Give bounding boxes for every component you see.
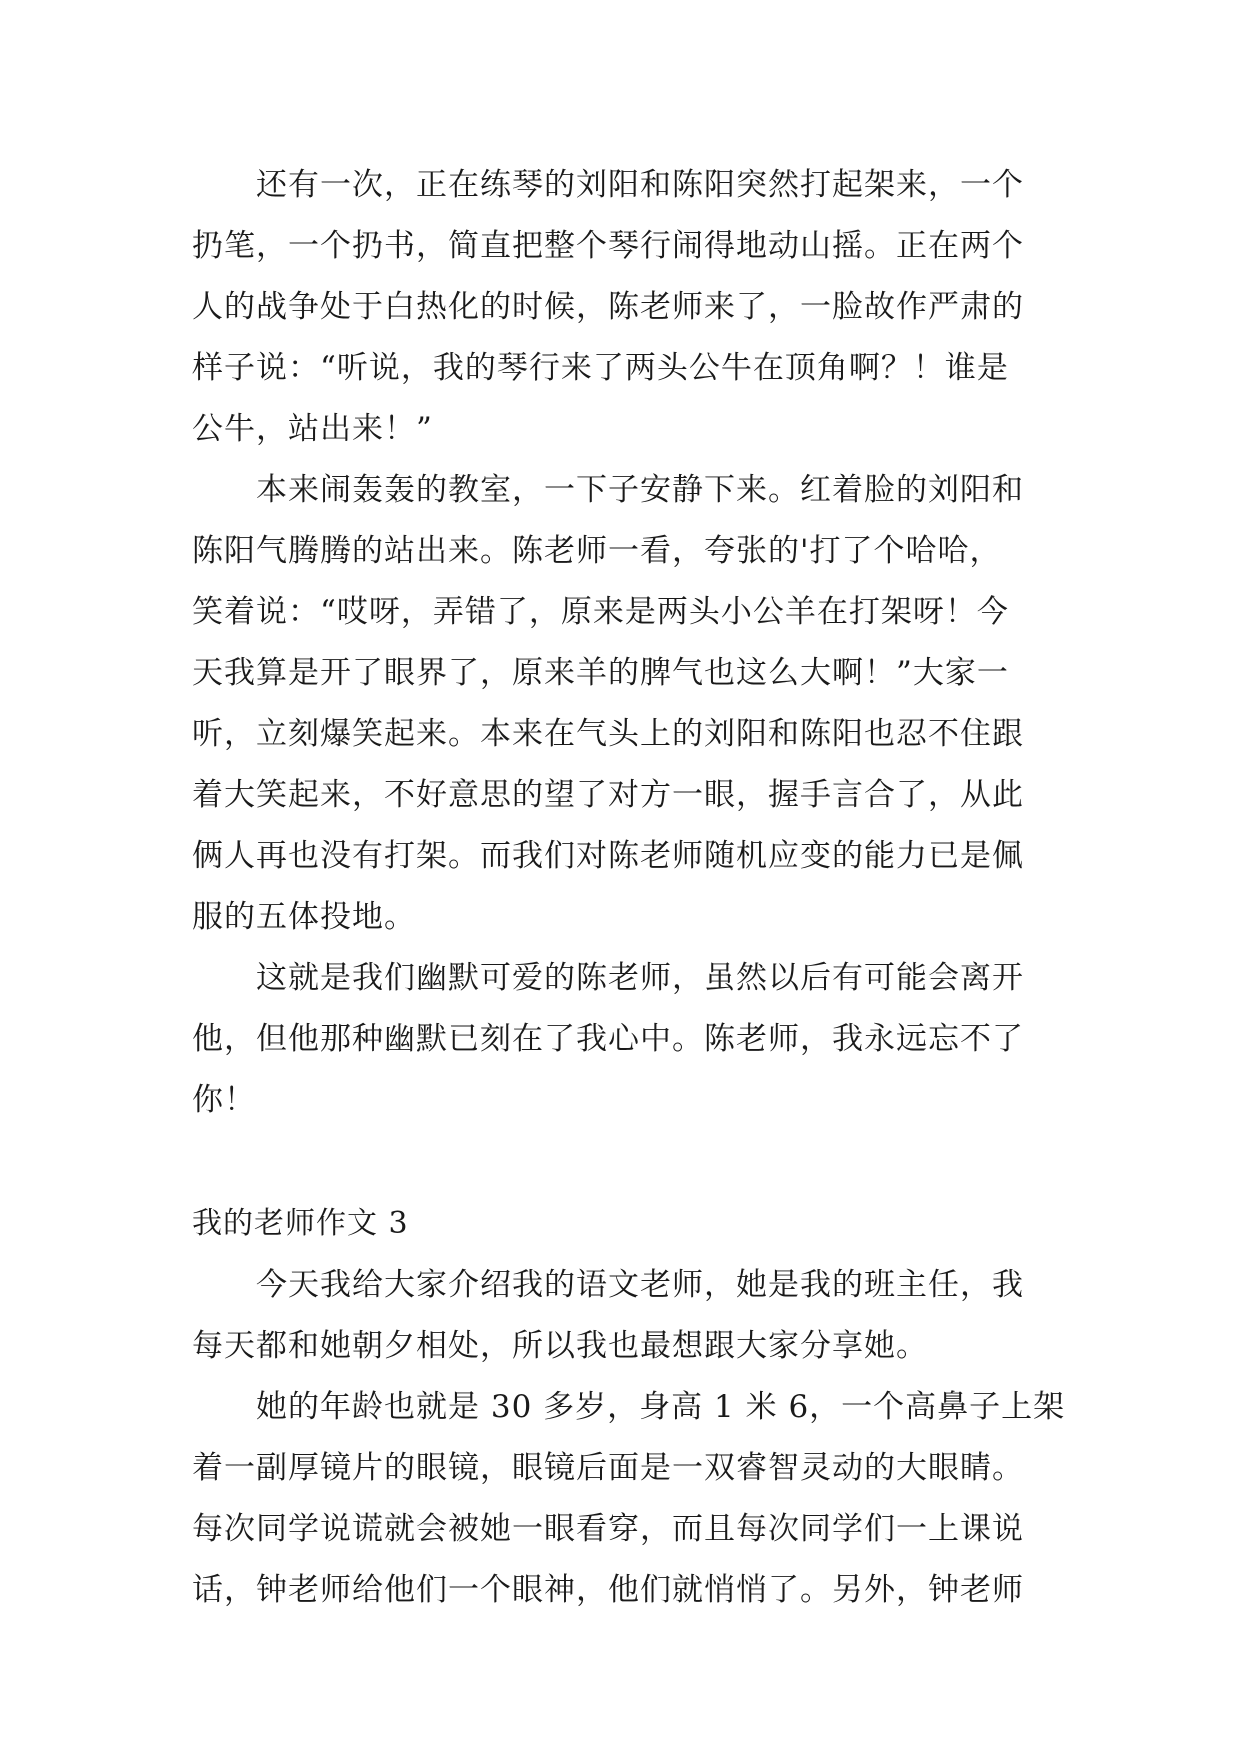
text-line: 她的年龄也就是 30 多岁，身高 1 米 6，一个高鼻子上架 [256, 1389, 1066, 1425]
text-line: 人的战争处于白热化的时候，陈老师来了，一脸故作严肃的 [192, 289, 1024, 325]
text-line: 公牛，站出来！” [192, 411, 433, 447]
text-line: 着大笑起来，不好意思的望了对方一眼，握手言合了，从此 [192, 777, 1024, 813]
text-line: 还有一次，正在练琴的刘阳和陈阳突然打起架来，一个 [256, 167, 1024, 203]
text-line: 着一副厚镜片的眼镜，眼镜后面是一双睿智灵动的大眼睛。 [192, 1450, 1024, 1486]
text-line: 陈阳气腾腾的站出来。陈老师一看，夸张的'打了个哈哈， [192, 533, 1002, 569]
text-line: 你！ [192, 1082, 256, 1118]
text-line: 话，钟老师给他们一个眼神，他们就悄悄了。另外，钟老师 [192, 1572, 1024, 1608]
text-line: 本来闹轰轰的教室，一下子安静下来。红着脸的刘阳和 [256, 472, 1024, 508]
text-line: 每次同学说谎就会被她一眼看穿，而且每次同学们一上课说 [192, 1511, 1024, 1547]
text-line: 这就是我们幽默可爱的陈老师，虽然以后有可能会离开 [256, 960, 1024, 996]
text-line: 服的五体投地。 [192, 899, 416, 935]
section-heading: 我的老师作文 3 [192, 1206, 409, 1241]
text-line: 每天都和她朝夕相处，所以我也最想跟大家分享她。 [192, 1328, 928, 1364]
text-line: 笑着说：“哎呀，弄错了，原来是两头小公羊在打架呀！今 [192, 594, 1009, 630]
text-line: 今天我给大家介绍我的语文老师，她是我的班主任，我 [256, 1267, 1024, 1303]
text-line: 样子说：“听说，我的琴行来了两头公牛在顶角啊？！谁是 [192, 350, 1009, 386]
text-line: 他，但他那种幽默已刻在了我心中。陈老师，我永远忘不了 [192, 1021, 1024, 1057]
text-line: 扔笔，一个扔书，简直把整个琴行闹得地动山摇。正在两个 [192, 228, 1024, 264]
text-line: 听，立刻爆笑起来。本来在气头上的刘阳和陈阳也忍不住跟 [192, 716, 1024, 752]
text-line: 天我算是开了眼界了，原来羊的脾气也这么大啊！”大家一 [192, 655, 1009, 691]
text-line: 俩人再也没有打架。而我们对陈老师随机应变的能力已是佩 [192, 838, 1024, 874]
